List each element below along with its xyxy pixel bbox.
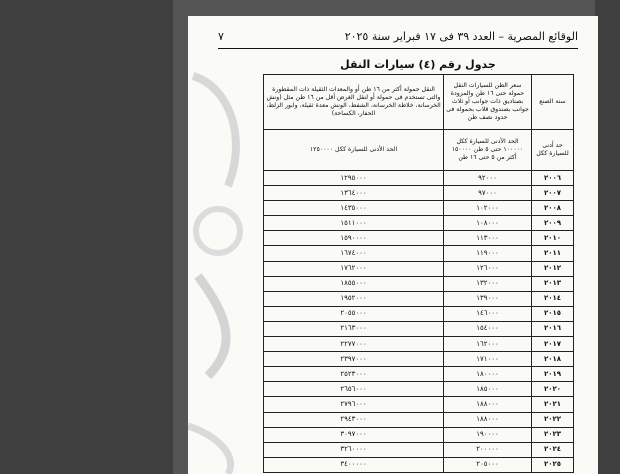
wide-value-cell: ١٧٦٢٠٠٠ (264, 261, 444, 276)
wide-value-cell: ٢٩٤٣٠٠٠ (264, 412, 444, 427)
table-title: جدول رقم (٤) سيارات النقل (340, 58, 496, 71)
year-cell: ٢٠٢٤ (532, 442, 574, 457)
mid-value-cell: ١٦٢٠٠٠ (444, 337, 532, 352)
col-year-sub: حد أدنى للسيارة ككل (532, 130, 574, 171)
year-cell: ٢٠٠٦ (532, 171, 574, 186)
col-year-header: سنة الصنع (532, 75, 574, 130)
mid-value-cell: ١٨٠٠٠٠ (444, 367, 532, 382)
wide-value-cell: ٣٢٦٠٠٠٠ (264, 442, 444, 457)
mid-value-cell: ١٧١٠٠٠ (444, 352, 532, 367)
year-cell: ٢٠١٥ (532, 306, 574, 321)
table-row (264, 261, 574, 276)
year-cell: ٢٠١٠ (532, 231, 574, 246)
year-cell: ٢٠١٦ (532, 321, 574, 336)
viewer-left-pane (0, 0, 173, 474)
mid-value-cell: ١٤٦٠٠٠ (444, 306, 532, 321)
table-row (264, 186, 574, 201)
wide-value-cell: ١٨٥٥٠٠٠ (264, 276, 444, 291)
table-row (264, 337, 574, 352)
year-cell: ٢٠١٣ (532, 276, 574, 291)
mid-value-cell: ٩٢٠٠٠ (444, 171, 532, 186)
wide-value-cell: ٢١٦٣٠٠٠ (264, 321, 444, 336)
page-header (218, 30, 578, 49)
table-row (264, 201, 574, 216)
wide-value-cell: ٢٢٧٧٠٠٠ (264, 337, 444, 352)
table-row (264, 246, 574, 261)
mid-value-cell: ١٨٨٠٠٠ (444, 397, 532, 412)
header-row-top (264, 75, 574, 130)
year-cell: ٢٠٢١ (532, 397, 574, 412)
mid-value-cell: ١٢٦٠٠٠ (444, 261, 532, 276)
wide-value-cell: ٢٥٢٣٠٠٠ (264, 367, 444, 382)
year-cell: ٢٠٠٩ (532, 216, 574, 231)
table-row (264, 367, 574, 382)
table-row (264, 171, 574, 186)
wide-value-cell: ١٢٩٥٠٠٠ (264, 171, 444, 186)
table-row (264, 457, 574, 472)
table-row (264, 276, 574, 291)
table-row (264, 231, 574, 246)
table-row (264, 382, 574, 397)
year-cell: ٢٠١٢ (532, 261, 574, 276)
price-table (263, 74, 574, 473)
wide-value-cell: ١٤٣٥٠٠٠ (264, 201, 444, 216)
year-cell: ٢٠١٧ (532, 337, 574, 352)
col-wide-header: النقل حمولة أكثر من ١٦ طن أو والمعدات الثقيلة ذات المقطورة والتى تستخدم فى حمولة أو لنقل الغرض أقل من ١٦ طن مثل (ونش الخرسانة، خلاطة الخرسانة، الشفط، الونش معدة ثقيلة، وابور الزلط، الحفار، الكساحة) (264, 75, 444, 130)
year-cell: ٢٠٢٣ (532, 427, 574, 442)
mid-value-cell: ١٨٨٠٠٠ (444, 412, 532, 427)
mid-value-cell: ١٣٩٠٠٠ (444, 291, 532, 306)
mid-value-cell: ١٥٤٠٠٠ (444, 321, 532, 336)
col-wide-sub: الحد الأدنى للسيارة ككل ١٢٥٠٠٠٠ (264, 130, 444, 171)
viewer-scrollbar[interactable] (595, 0, 620, 474)
wide-value-cell: ١٦٧٤٠٠٠ (264, 246, 444, 261)
wide-value-cell: ٣٠٩٧٠٠٠ (264, 427, 444, 442)
header-row-sub (264, 130, 574, 171)
year-cell: ٢٠٢٠ (532, 382, 574, 397)
year-cell: ٢٠٠٧ (532, 186, 574, 201)
year-cell: ٢٠١٩ (532, 367, 574, 382)
mid-value-cell: ٩٧٠٠٠ (444, 186, 532, 201)
mid-value-cell: ١٠٢٠٠٠ (444, 201, 532, 216)
year-cell: ٢٠٠٨ (532, 201, 574, 216)
page-number: ٧ (218, 30, 224, 43)
document-page (188, 16, 598, 474)
mid-value-cell: ١٨٥٠٠٠ (444, 382, 532, 397)
wide-value-cell: ١٥٩٠٠٠٠ (264, 231, 444, 246)
year-cell: ٢٠١٤ (532, 291, 574, 306)
mid-value-cell: ١١٣٠٠٠ (444, 231, 532, 246)
year-cell: ٢٠١٨ (532, 352, 574, 367)
mid-value-cell: ١٣٢٠٠٠ (444, 276, 532, 291)
table-row (264, 427, 574, 442)
table-row (264, 291, 574, 306)
year-cell: ٢٠٢٥ (532, 457, 574, 472)
mid-value-cell: ١٩٠٠٠٠ (444, 427, 532, 442)
wide-value-cell: ٢٠٥٥٠٠٠ (264, 306, 444, 321)
wide-value-cell: ١٥١١٠٠٠ (264, 216, 444, 231)
table-row (264, 321, 574, 336)
table-row (264, 397, 574, 412)
table-row (264, 306, 574, 321)
wide-value-cell: ٢٧٩٦٠٠٠ (264, 397, 444, 412)
wide-value-cell: ٣٤٠٠٠٠٠ (264, 457, 444, 472)
wide-value-cell: ١٩٥٢٠٠٠ (264, 291, 444, 306)
table-row (264, 352, 574, 367)
mid-value-cell: ٢٠٠٠٠٠ (444, 442, 532, 457)
header-text: الوقائع المصرية – العدد ٣٩ فى ١٧ فبراير سنة ٢٠٢٥ (344, 30, 578, 43)
year-cell: ٢٠٢٢ (532, 412, 574, 427)
wide-value-cell: ٢٦٥٦٠٠٠ (264, 382, 444, 397)
col-mid-header: سعر الطن للسيارات النقل حمولة حتى ١٦ طن والمزودة بصناديق ذات جوانب أو ثلاث جوانب بصندوق قلاب بحمولة فى حدود نصف طن (444, 75, 532, 130)
wide-value-cell: ٢٣٩٧٠٠٠ (264, 352, 444, 367)
table-row (264, 412, 574, 427)
mid-value-cell: ٢٠٥٠٠٠ (444, 457, 532, 472)
mid-value-cell: ١١٩٠٠٠ (444, 246, 532, 261)
wide-value-cell: ١٣٦٤٠٠٠ (264, 186, 444, 201)
year-cell: ٢٠١١ (532, 246, 574, 261)
table-row (264, 442, 574, 457)
col-mid-sub: الحد الأدنى للسيارة ككل ١٠٠٠٠٠ حتى ٥ طن ١٥٠٠٠٠ أكثر من ٥ حتى ١٦ طن (444, 130, 532, 171)
mid-value-cell: ١٠٨٠٠٠ (444, 216, 532, 231)
table-row (264, 216, 574, 231)
